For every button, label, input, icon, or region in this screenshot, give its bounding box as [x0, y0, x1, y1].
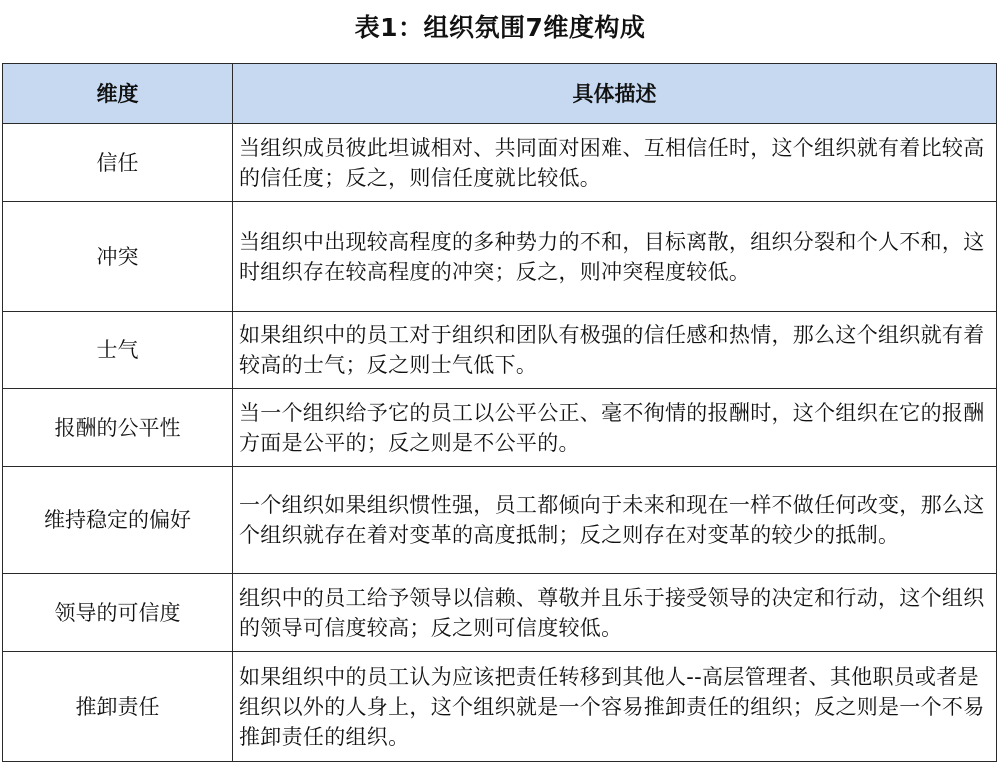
table-row: [3, 202, 997, 312]
dimension-cell: 维持稳定的偏好: [3, 467, 233, 574]
table-row: [3, 389, 997, 467]
table-row: [3, 467, 997, 574]
description-cell: 组织中的员工给予领导以信赖、尊敬并且乐于接受领导的决定和行动，这个组织的领导可信度较高；反之则可信度较低。: [233, 574, 997, 652]
description-cell: 一个组织如果组织惯性强，员工都倾向于未来和现在一样不做任何改变，那么这个组织就存在着对变革的高度抵制；反之则存在对变革的较少的抵制。: [233, 467, 997, 574]
description-cell: 当一个组织给予它的员工以公平公正、毫不徇情的报酬时，这个组织在它的报酬方面是公平的；反之则是不公平的。: [233, 389, 997, 467]
dimension-cell: 报酬的公平性: [3, 389, 233, 467]
table-caption: 表1：组织氛围7维度构成: [354, 13, 646, 42]
table-row: [3, 124, 997, 202]
description-cell: 如果组织中的员工对于组织和团队有极强的信任感和热情，那么这个组织就有着较高的士气；反之则士气低下。: [233, 312, 997, 389]
dimension-cell: 信任: [3, 124, 233, 202]
description-cell: 如果组织中的员工认为应该把责任转移到其他人--高层管理者、其他职员或者是组织以外的人身上，这个组织就是一个容易推卸责任的组织；反之则是一个不易推卸责任的组织。: [233, 652, 997, 762]
header-dimension: 维度: [3, 64, 233, 124]
dimension-cell: 领导的可信度: [3, 574, 233, 652]
dimension-cell: 士气: [3, 312, 233, 389]
table-header-row: [3, 64, 997, 124]
description-cell: 当组织成员彼此坦诚相对、共同面对困难、互相信任时，这个组织就有着比较高的信任度；反之，则信任度就比较低。: [233, 124, 997, 202]
table-row: [3, 574, 997, 652]
table-row: [3, 312, 997, 389]
dimension-cell: 推卸责任: [3, 652, 233, 762]
dimension-cell: 冲突: [3, 202, 233, 312]
header-description: 具体描述: [233, 64, 997, 124]
description-cell: 当组织中出现较高程度的多种势力的不和，目标离散，组织分裂和个人不和，这时组织存在较高程度的冲突；反之，则冲突程度较低。: [233, 202, 997, 312]
table-row: [3, 652, 997, 762]
climate-dimensions-table: [2, 63, 997, 762]
